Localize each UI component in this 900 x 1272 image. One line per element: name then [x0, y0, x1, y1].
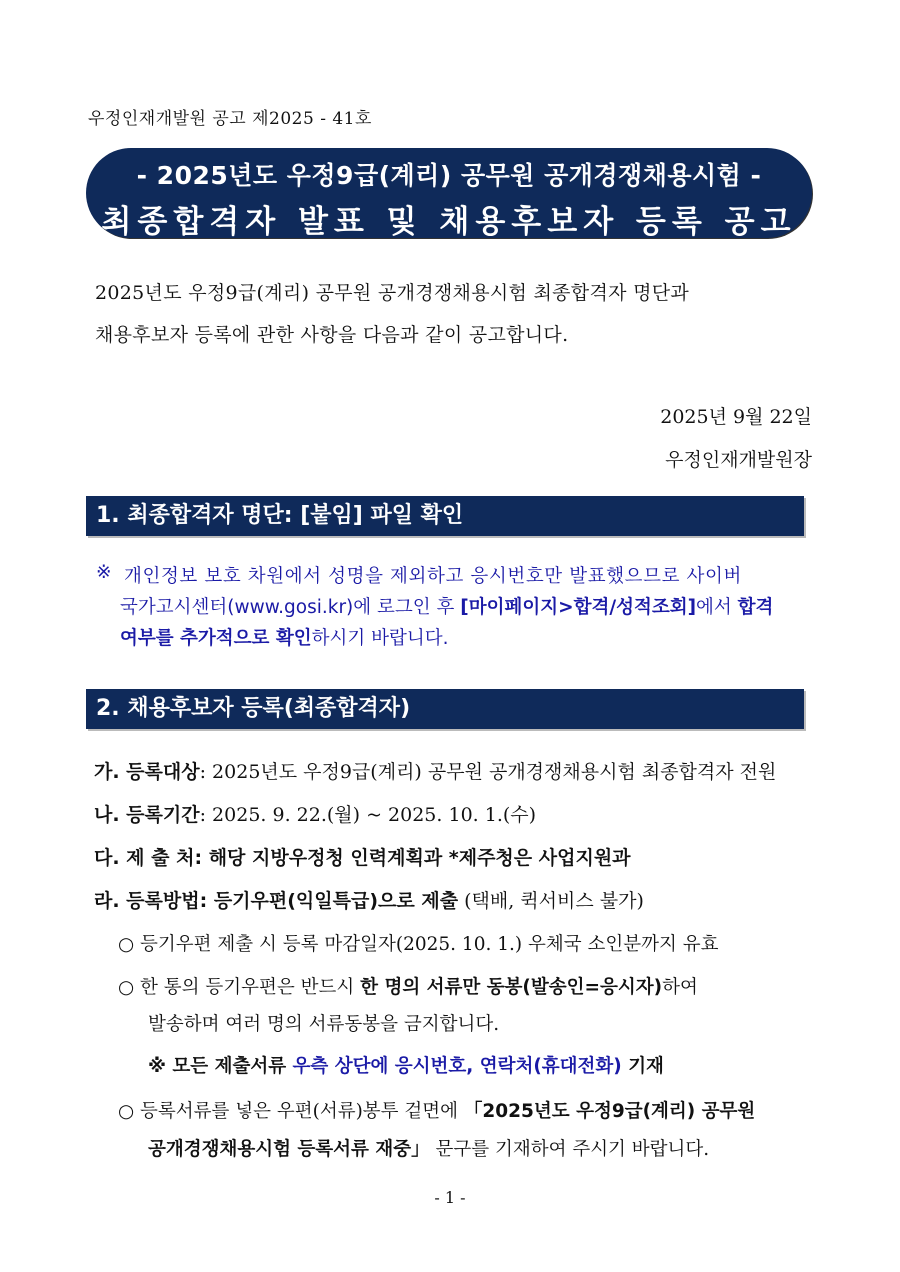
section2-heading: 2. 채용후보자 등록(최종합격자) [86, 689, 804, 729]
item-key: 다. 제 출 처 [94, 847, 195, 869]
item-registration-target [94, 757, 776, 784]
section1-note-line1: 개인정보 보호 차원에서 성명을 제외하고 응시번호만 발표했으므로 사이버 [124, 566, 742, 587]
bullet-envelope-label [118, 1097, 755, 1123]
item-submit-to [94, 843, 631, 870]
bullet-text: 문구를 기재하여 주시기 바랍니다. [429, 1139, 710, 1160]
bullet-text: ○ 등록서류를 넣은 우편(서류)봉투 겉면에 [118, 1101, 464, 1122]
note-text: 기재 [621, 1056, 664, 1077]
section1-note-line3 [120, 624, 448, 650]
notice-date: 2025년 9월 22일 [660, 406, 812, 428]
bullet-one-per-envelope-line2: 발송하며 여러 명의 서류동봉을 금지합니다. [148, 1014, 500, 1035]
note-emphasis: 합격 [737, 597, 774, 618]
note-menu-path: [마이페이지>합격/성적조회] [460, 597, 697, 618]
bullet-emphasis: 한 명의 서류만 동봉(발송인=응시자) [360, 977, 663, 998]
item-value: : 해당 지방우정청 인력계획과 *제주청은 사업지원과 [194, 847, 631, 869]
note-emphasis: 여부를 추가적으로 확인 [120, 628, 312, 649]
issuer: 우정인재개발원장 [665, 449, 812, 471]
section1-heading: 1. 최종합격자 명단: [붙임] 파일 확인 [86, 496, 804, 536]
bullet-one-per-envelope [118, 973, 698, 999]
bullet-text: ○ 한 통의 등기우편은 반드시 [118, 977, 361, 998]
title-banner [86, 148, 812, 238]
title-line2: 최종합격자 발표 및 채용후보자 등록 공고 [101, 204, 797, 240]
intro-line2: 채용후보자 등록에 관한 사항을 다음과 같이 공고합니다. [95, 324, 569, 346]
note-text: 하시기 바랍니다. [311, 628, 449, 649]
bullet-text: 하여 [662, 977, 698, 998]
item-key: 나. 등록기간 [94, 804, 200, 826]
note-text: 국가고시센터(www.gosi.kr)에 로그인 후 [120, 597, 461, 618]
intro-line1: 2025년도 우정9급(계리) 공무원 공개경쟁채용시험 최종합격자 명단과 [95, 282, 690, 304]
bullet-note-contact [148, 1052, 664, 1078]
page-number: - 1 - [434, 1188, 466, 1207]
bullet-emphasis: 공개경쟁채용시험 등록서류 재중」 [148, 1139, 430, 1160]
item-value-bold: : 등기우편(익일특급)으로 제출 [199, 890, 459, 912]
bullet-emphasis: 「2025년도 우정9급(계리) 공무원 [463, 1101, 756, 1122]
item-value: : 2025년도 우정9급(계리) 공무원 공개경쟁채용시험 최종합격자 전원 [199, 761, 777, 783]
item-key: 라. 등록방법 [94, 890, 200, 912]
item-key: 가. 등록대상 [94, 761, 200, 783]
note-text: ※ 모든 제출서류 [148, 1056, 293, 1077]
item-registration-method [94, 886, 644, 913]
notice-number: 우정인재개발원 공고 제2025 - 41호 [88, 109, 372, 129]
bullet-postmark: ○ 등기우편 제출 시 등록 마감일자(2025. 10. 1.) 우체국 소인분까지 유효 [118, 934, 719, 955]
section1-note-line2 [120, 593, 773, 619]
section1-note-mark: ※ [96, 562, 112, 583]
item-value: : 2025. 9. 22.(월) ~ 2025. 10. 1.(수) [199, 804, 537, 826]
title-line1: - 2025년도 우정9급(계리) 공무원 공개경쟁채용시험 - [136, 161, 762, 190]
bullet-envelope-label-line2 [148, 1135, 709, 1161]
note-text: 에서 [696, 597, 738, 618]
item-value: (택배, 퀵서비스 불가) [458, 890, 644, 912]
item-registration-period [94, 800, 536, 827]
note-highlight: 우측 상단에 응시번호, 연락처(휴대전화) [292, 1056, 622, 1077]
